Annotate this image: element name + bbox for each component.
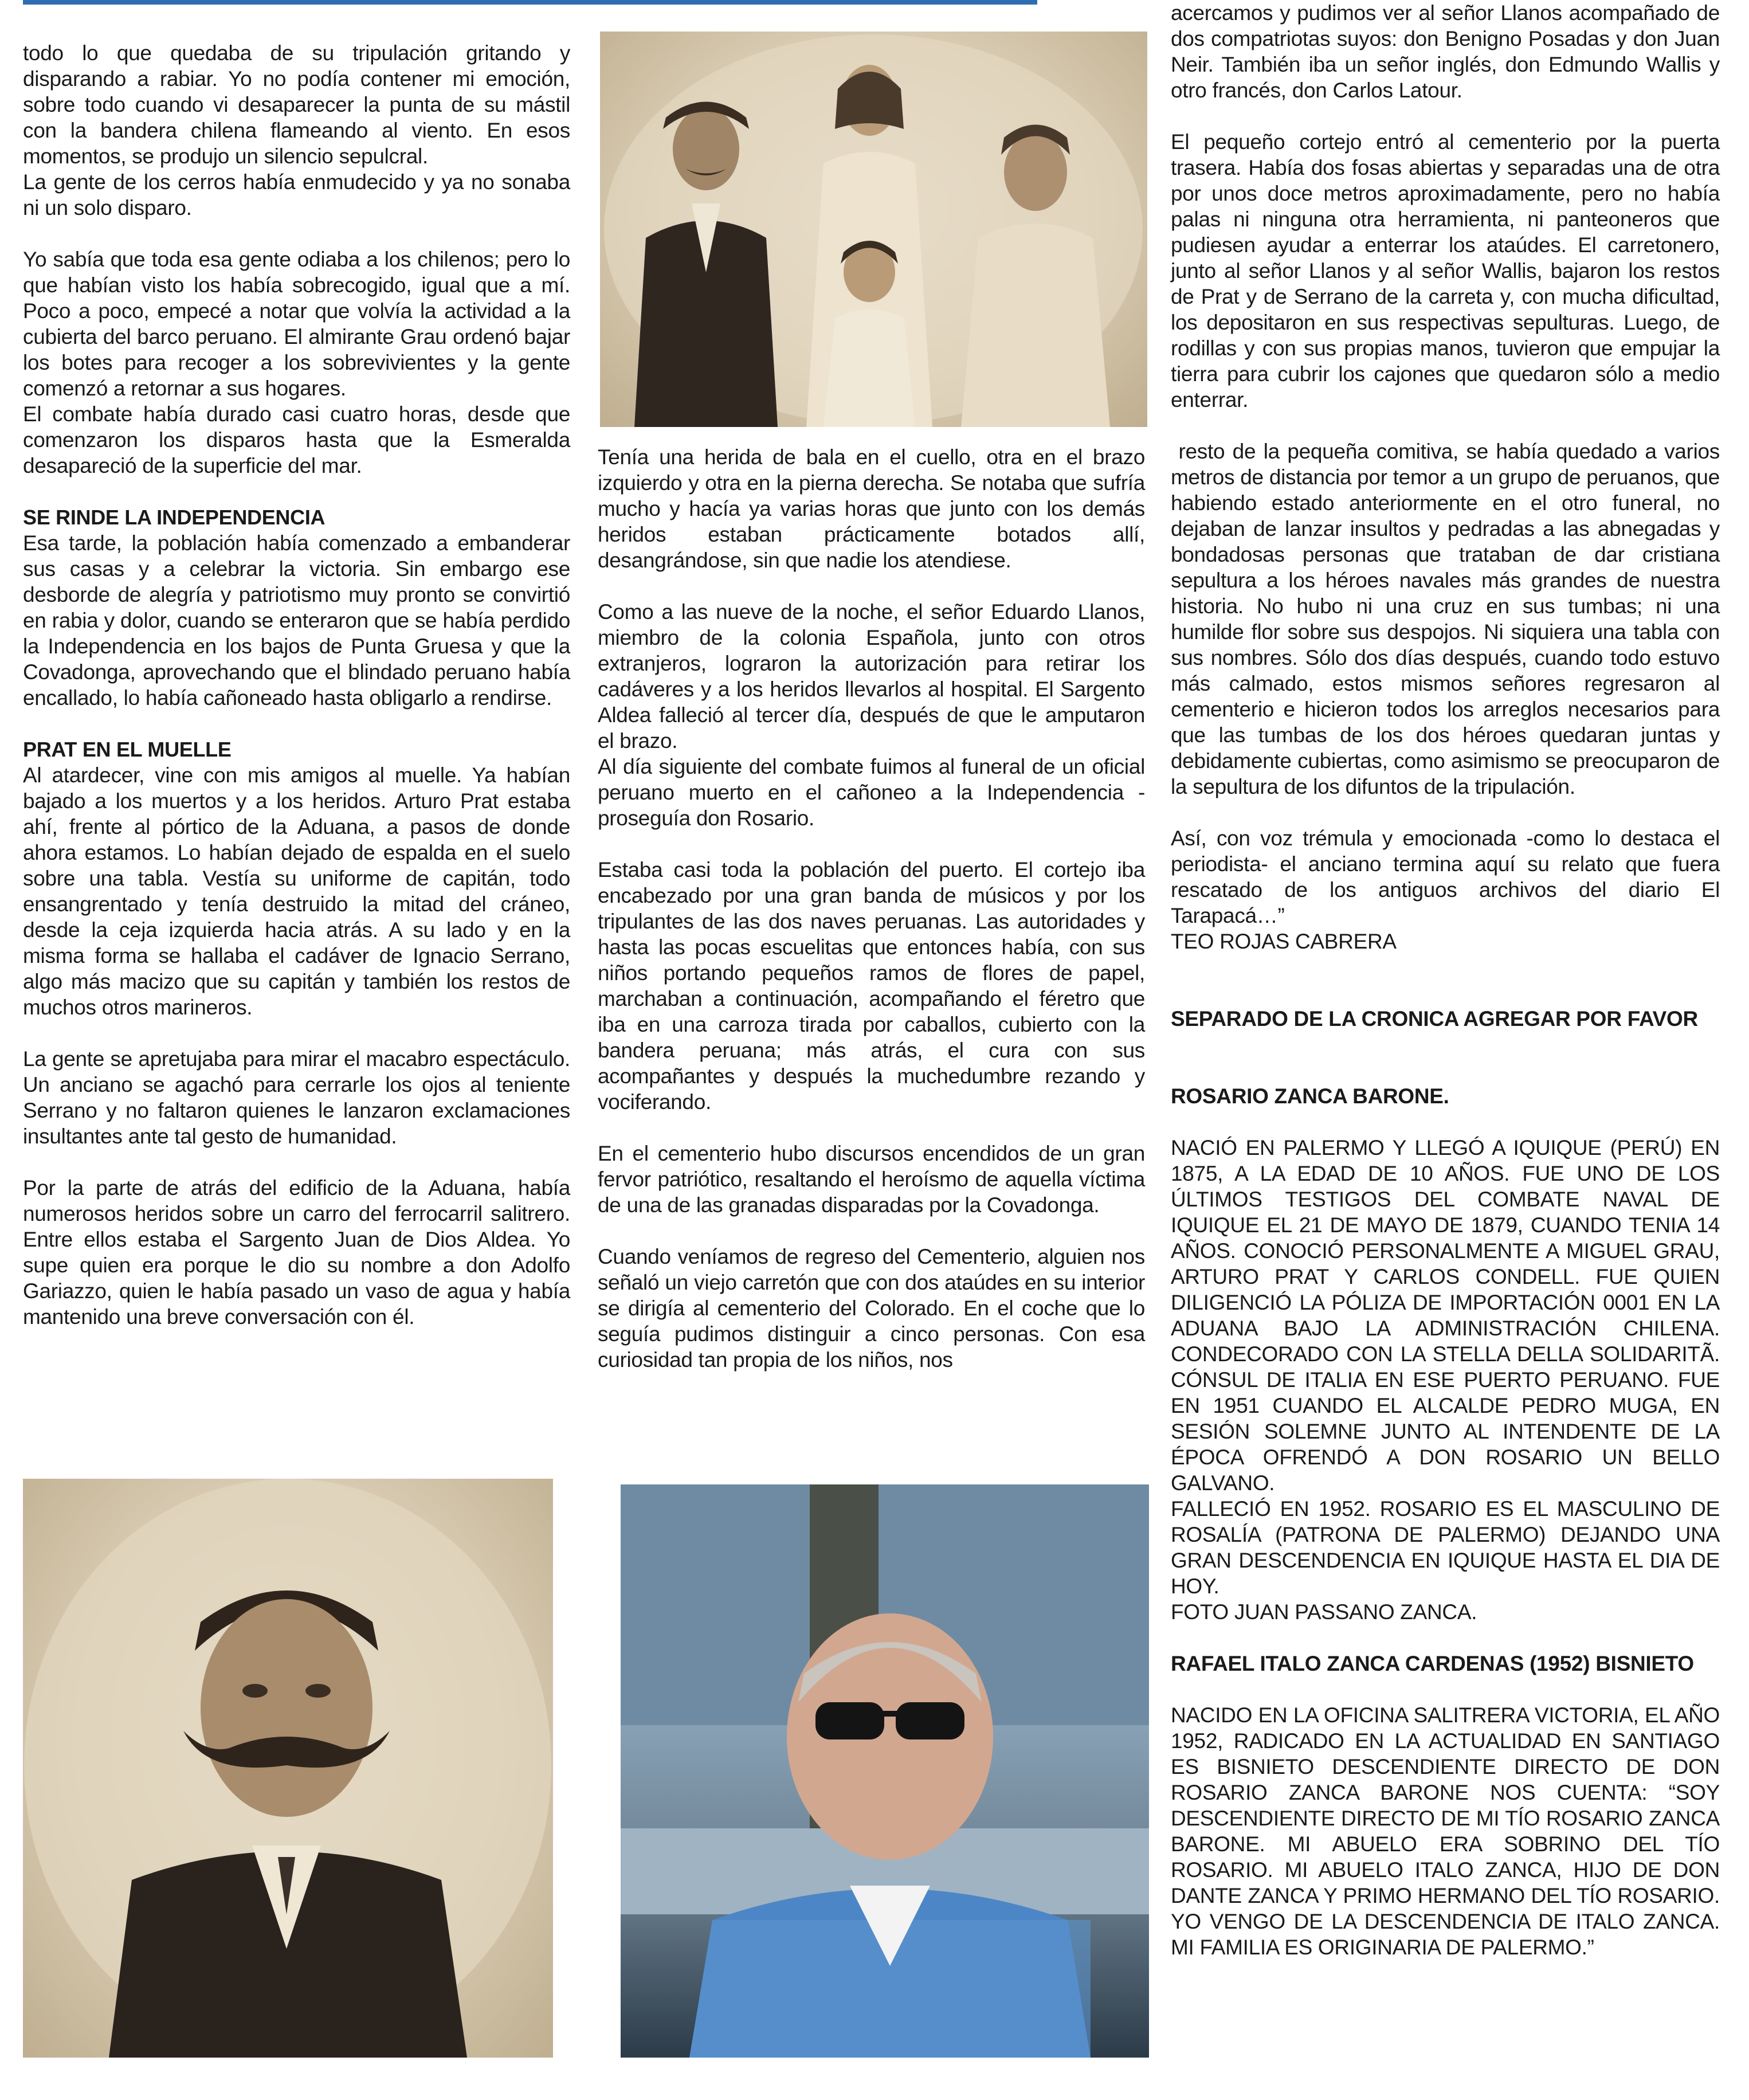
paragraph: resto de la pequeña comitiva, se había quedado a varios metros de distancia por temor a un grupo de peruanos, que habiendo estado anteriormente en el otro funeral, no dejaban de lanzar insultos y pedradas a las abnegadas y bondadosas personas que trataban de dar cristiana sepultura a los héroes navales más grandes de nuestra historia. No hubo ni una cruz en sus tumbas; ni una humilde flor sobre sus despojos. Ni siquiera una tabla con sus nombres. Sólo dos días después, cuando todo estuvo más calmado, estos mismos señores regresaron al cementerio e hicieron todos los arreglos necesarios para que las tumbas de los dos héroes quedaran juntas y debidamente cubiertas, como asimismo se preocuparon de la sepultura de los difuntos de la tripulación. xyxy=(1171,440,1726,798)
paragraph: Así, con voz trémula y emocionada -como lo destaca el periodista- el anciano termina aquí su relato que fuera rescatado de los antiguos archivos del diario El Tarapacá…” xyxy=(1171,826,1720,927)
paragraph: En el cementerio hubo discursos encendidos de un gran fervor patriótico, resaltando el heroísmo de aquella víctima de una de las granadas disparadas por la Covadonga. xyxy=(598,1142,1145,1217)
paragraph: Cuando veníamos de regreso del Cementerio, alguien nos señaló un viejo carretón que con dos ataúdes en su interior se dirigía al cementerio del Colorado. En el coche que lo seguía pudimos distinguir a cinco personas. Con esa curiosidad tan propia de los niños, nos xyxy=(598,1245,1145,1372)
paragraph: Esa tarde, la población había comenzado a embanderar sus casas y a celebrar la victoria. Sin embargo ese desborde de alegría y patriotismo muy pronto se convirtió en rabia y dolor, cuando se enteraron que se había perdido la Independencia en los bajos de Punta Gruesa y que la Covadonga, aprovechando que el blindado peruano había encallado, lo había cañoneado hasta obligarlo a rendirse. xyxy=(23,531,570,710)
paragraph: acercamos y pudimos ver al señor Llanos acompañado de dos compatriotas suyos: don Benigno Posadas y don Juan Neir. También iba un señor inglés, don Edmundo Wallis y otro francés, don Carlos Latour. xyxy=(1171,1,1720,102)
family-photo-illustration xyxy=(600,32,1147,427)
bio-name: ROSARIO ZANCA BARONE. xyxy=(1171,1084,1449,1108)
paragraph: Yo sabía que toda esa gente odiaba a los chilenos; pero lo que habían visto los había sobrecogido, igual que a mí. Poco a poco, empecé a notar que volvía la actividad a la cubierta del barco peruano. El almirante Grau ordenó bajar los botes para recoger a los sobrevivientes y la gente comenzó a retornar a sus hogares. xyxy=(23,248,570,400)
top-rule xyxy=(23,0,1037,5)
paragraph: Al atardecer, vine con mis amigos al muelle. Ya habían bajado a los muertos y a los heridos. Arturo Prat estaba ahí, frente al pórtico de la Aduana, a pasos de donde ahora estamos. Lo habían dejado de espalda en el suelo sobre una tabla. Vestía su uniforme de capitán, todo ensangrentado y tenía destruido la mitad del cráneo, desde la ceja izquierda hacia atrás. A su lado y en la misma forma se hallaba el cadáver de Ignacio Serrano, algo más macizo que su capitán y también los restos de muchos otros marineros. xyxy=(23,763,570,1019)
family-photo xyxy=(600,32,1147,427)
portrait-illustration xyxy=(621,1484,1149,2058)
paragraph: El combate había durado casi cuatro horas, desde que comenzaron los disparos hasta que la Esmeralda desapareció de la superficie del mar. xyxy=(23,402,570,477)
editor-note: SEPARADO DE LA CRONICA AGREGAR POR FAVOR xyxy=(1171,1007,1698,1031)
bio-paragraph: NACIDO EN LA OFICINA SALITRERA VICTORIA, EL AÑO 1952, RADICADO EN LA ACTUALIDAD EN SANTIAGO ES BISNIETO DESCENDIENTE DIRECTO DE DON ROSARIO ZANCA BARONE NOS CUENTA: “SOY DESCENDIENTE DIRECTO DE MI TÍO ROSARIO ZANCA BARONE. MI ABUELO ERA SOBRINO DEL TÍO ROSARIO. MI ABUELO ITALO ZANCA, HIJO DE DON DANTE ZANCA Y PRIMO HERMANO DEL TÍO ROSARIO. YO VENGO DE LA DESCENDENCIA DE ITALO ZANCA. MI FAMILIA ES ORIGINARIA DE PALERMO.” xyxy=(1171,1703,1720,1959)
paragraph: todo lo que quedaba de su tripulación gritando y disparando a rabiar. Yo no podía contener mi emoción, sobre todo cuando vi desaparecer la punta de su mástil con la bandera chilena flameando al viento. En esos momentos, se produjo un silencio sepulcral. xyxy=(23,41,570,168)
paragraph: Al día siguiente del combate fuimos al funeral de un oficial peruano muerto en el cañoneo a la Independencia - proseguía don Rosario. xyxy=(598,755,1145,830)
paragraph: La gente se apretujaba para mirar el macabro espectáculo. Un anciano se agachó para cerrarle los ojos al teniente Serrano y no faltaron quienes le lanzaron exclamaciones insultantes ante tal gesto de humanidad. xyxy=(23,1047,570,1148)
portrait-photo-rafael xyxy=(621,1484,1149,2058)
section-heading: PRAT EN EL MUELLE xyxy=(23,738,232,761)
paragraph: La gente de los cerros había enmudecido y ya no sonaba ni un solo disparo. xyxy=(23,170,570,220)
bio-name: RAFAEL ITALO ZANCA CARDENAS (1952) BISNIETO xyxy=(1171,1652,1694,1675)
column-2 xyxy=(598,444,1145,1373)
bio-paragraph: NACIÓ EN PALERMO Y LLEGÓ A IQUIQUE (PERÚ) EN 1875, A LA EDAD DE 10 AÑOS. FUE UNO DE LOS ÚLTIMOS TESTIGOS DEL COMBATE NAVAL DE IQUIQUE EL 21 DE MAYO DE 1879, CUANDO TENIA 14 AÑOS. CONOCIÓ PERSONALMENTE A MIGUEL GRAU, ARTURO PRAT Y CARLOS CONDELL. FUE QUIEN DILIGENCIÓ LA PÓLIZA DE IMPORTACIÓN 0001 EN LA ADUANA BAJO LA ADMINISTRACIÓN CHILENA. CONDECORADO CON LA STELLA DELLA SOLIDARITÃ. CÓNSUL DE ITALIA EN ESE PUERTO PERUANO. FUE EN 1951 CUANDO EL ALCALDE PEDRO MUGA, EN SESIÓN SOLEMNE JUNTO AL INTENDENTE DE LA ÉPOCA OFRENDÓ A DON ROSARIO UN BELLO GALVANO. xyxy=(1171,1136,1720,1495)
paragraph: Estaba casi toda la población del puerto. El cortejo iba encabezado por una gran banda de músicos y por los tripulantes de las dos naves peruanas. Las autoridades y hasta las pocas escuelitas que entonces había, con sus niños portando pequeños ramos de flores de papel, marchaban a continuación, acompañando el féretro que iba en una carroza tirada por caballos, cubierto con la bandera peruana; más atrás, el cura con sus acompañantes y después la muchedumbre rezando y vociferando. xyxy=(598,858,1145,1114)
section-heading: SE RINDE LA INDEPENDENCIA xyxy=(23,506,326,529)
paragraph: Como a las nueve de la noche, el señor Eduardo Llanos, miembro de la colonia Española, junto con otros extranjeros, lograron la autorización para retirar los cadáveres y a los heridos llevarlos al hospital. El Sargento Aldea falleció al tercer día, después de que le amputaron el brazo. xyxy=(598,600,1145,753)
bio-paragraph: FALLECIÓ EN 1952. ROSARIO ES EL MASCULINO DE ROSALÍA (PATRONA DE PALERMO) DEJANDO UNA GRAN DESCENDENCIA EN IQUIQUE HASTA EL DIA DE HOY. xyxy=(1171,1497,1720,1598)
paragraph: Tenía una herida de bala en el cuello, otra en el brazo izquierdo y otra en la pierna derecha. Se notaba que sufría mucho y hacía ya varias horas que junto con los demás heridos estaban prácticamente botados allí, desangrándose, sin que nadie los atendiese. xyxy=(598,445,1145,572)
paragraph: Por la parte de atrás del edificio de la Aduana, había numerosos heridos sobre un carro del ferrocarril salitrero. Entre ellos estaba el Sargento Juan de Dios Aldea. Yo supe quien era porque le dio su nombre a don Adolfo Gariazzo, quien le había pasado un vaso de agua y había mantenido una breve conversación con él. xyxy=(23,1176,570,1329)
column-1 xyxy=(23,40,570,1330)
paragraph: El pequeño cortejo entró al cementerio por la puerta trasera. Había dos fosas abiertas y separadas una de otra por unos doce metros aproximadamente, pero no había palas ni ninguna otra herramienta, ni panteoneros que pudiesen ayudar a enterrar los ataúdes. El carretonero, junto al señor Llanos y al señor Wallis, bajaron los restos de Prat y de Serrano de la carreta y, con mucha dificultad, los depositaron en sus respectivas sepulturas. Luego, de rodillas y con sus propias manos, tuvieron que empujar la tierra para cubrir los cajones que quedaron sólo a medio enterrar. xyxy=(1171,130,1720,412)
author-byline: TEO ROJAS CABRERA xyxy=(1171,930,1397,953)
column-3 xyxy=(1171,0,1726,1960)
portrait-illustration xyxy=(23,1479,553,2058)
photo-credit: FOTO JUAN PASSANO ZANCA. xyxy=(1171,1600,1477,1624)
portrait-photo-rosario xyxy=(23,1479,553,2058)
